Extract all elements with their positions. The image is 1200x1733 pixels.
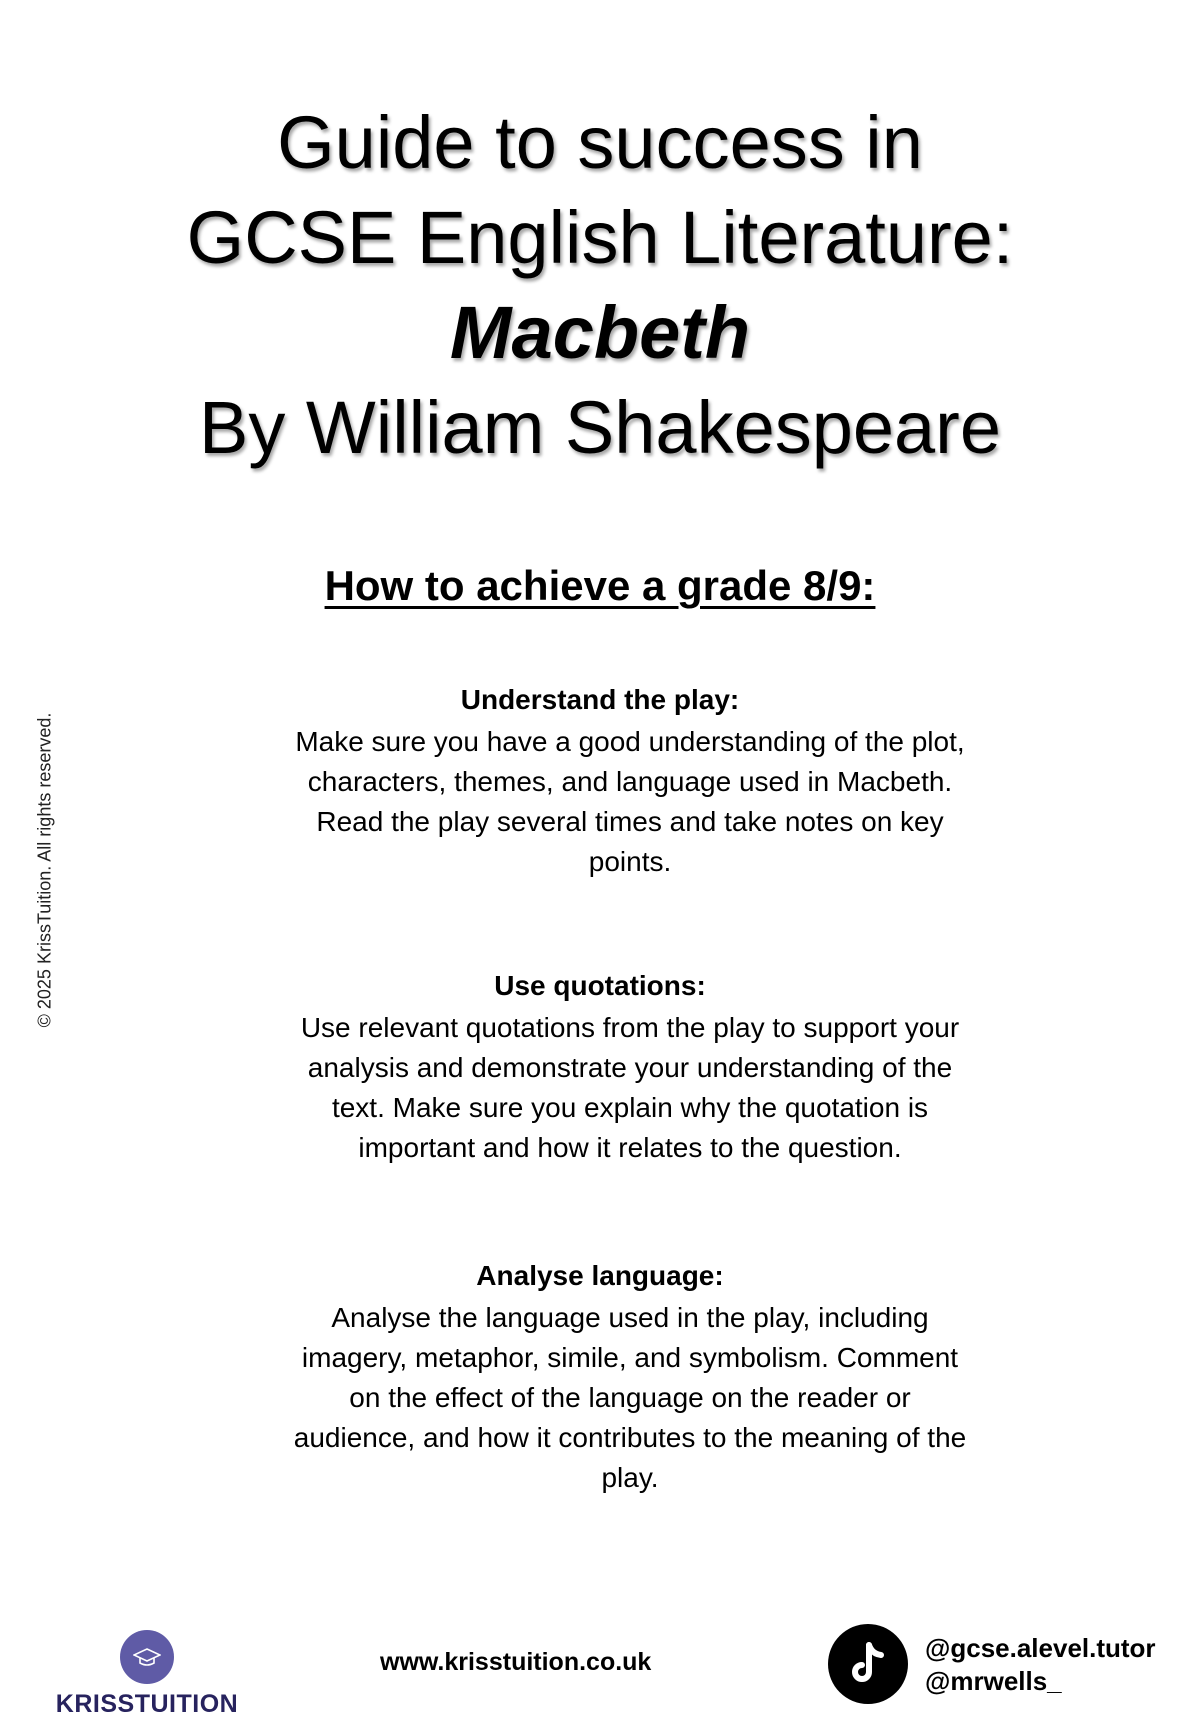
title-line-2: GCSE English Literature: (186, 196, 1014, 279)
website-link[interactable]: www.krisstuition.co.uk (380, 1648, 652, 1676)
section-body: Analyse the language used in the play, including imagery, metaphor, simile, and symbolism. Comment on the effect of the language on the reader or audience, and how it contributes to the meaning of the play. (293, 1302, 967, 1493)
tips-sections (290, 678, 970, 1580)
title-line-3: Macbeth (449, 291, 751, 374)
social-handles (925, 1632, 1156, 1698)
social-handle[interactable]: @mrwells_ (925, 1666, 1062, 1696)
section-language (290, 1254, 970, 1498)
page-title (0, 95, 1200, 475)
section-heading: Use quotations: (494, 970, 706, 1001)
section-body: Make sure you have a good understanding of the plot, characters, themes, and language used in Macbeth. Read the play several times and take notes on key points. (295, 726, 965, 877)
tiktok-icon[interactable] (828, 1624, 908, 1704)
title-line-1: Guide to success in (277, 101, 923, 184)
copyright-notice: © 2025 KrissTuition. All rights reserved. (34, 712, 55, 1028)
subtitle-text: How to achieve a grade 8/9: (324, 562, 876, 609)
section-quotations (290, 964, 970, 1168)
title-line-4: By William Shakespeare (199, 386, 1001, 469)
social-handle[interactable]: @gcse.alevel.tutor (925, 1633, 1156, 1663)
section-body: Use relevant quotations from the play to support your analysis and demonstrate your understanding of the text. Make sure you explain why the quotation is important and how it relates to the question. (300, 1012, 960, 1163)
logo-text: KRISSTUITION (55, 1690, 239, 1718)
graduation-cap-icon (120, 1630, 174, 1684)
section-heading: Understand the play: (460, 684, 740, 715)
section-understand (290, 678, 970, 882)
section-heading: Analyse language: (476, 1260, 724, 1291)
krisstuition-logo (37, 1630, 257, 1719)
subtitle (0, 562, 1200, 610)
